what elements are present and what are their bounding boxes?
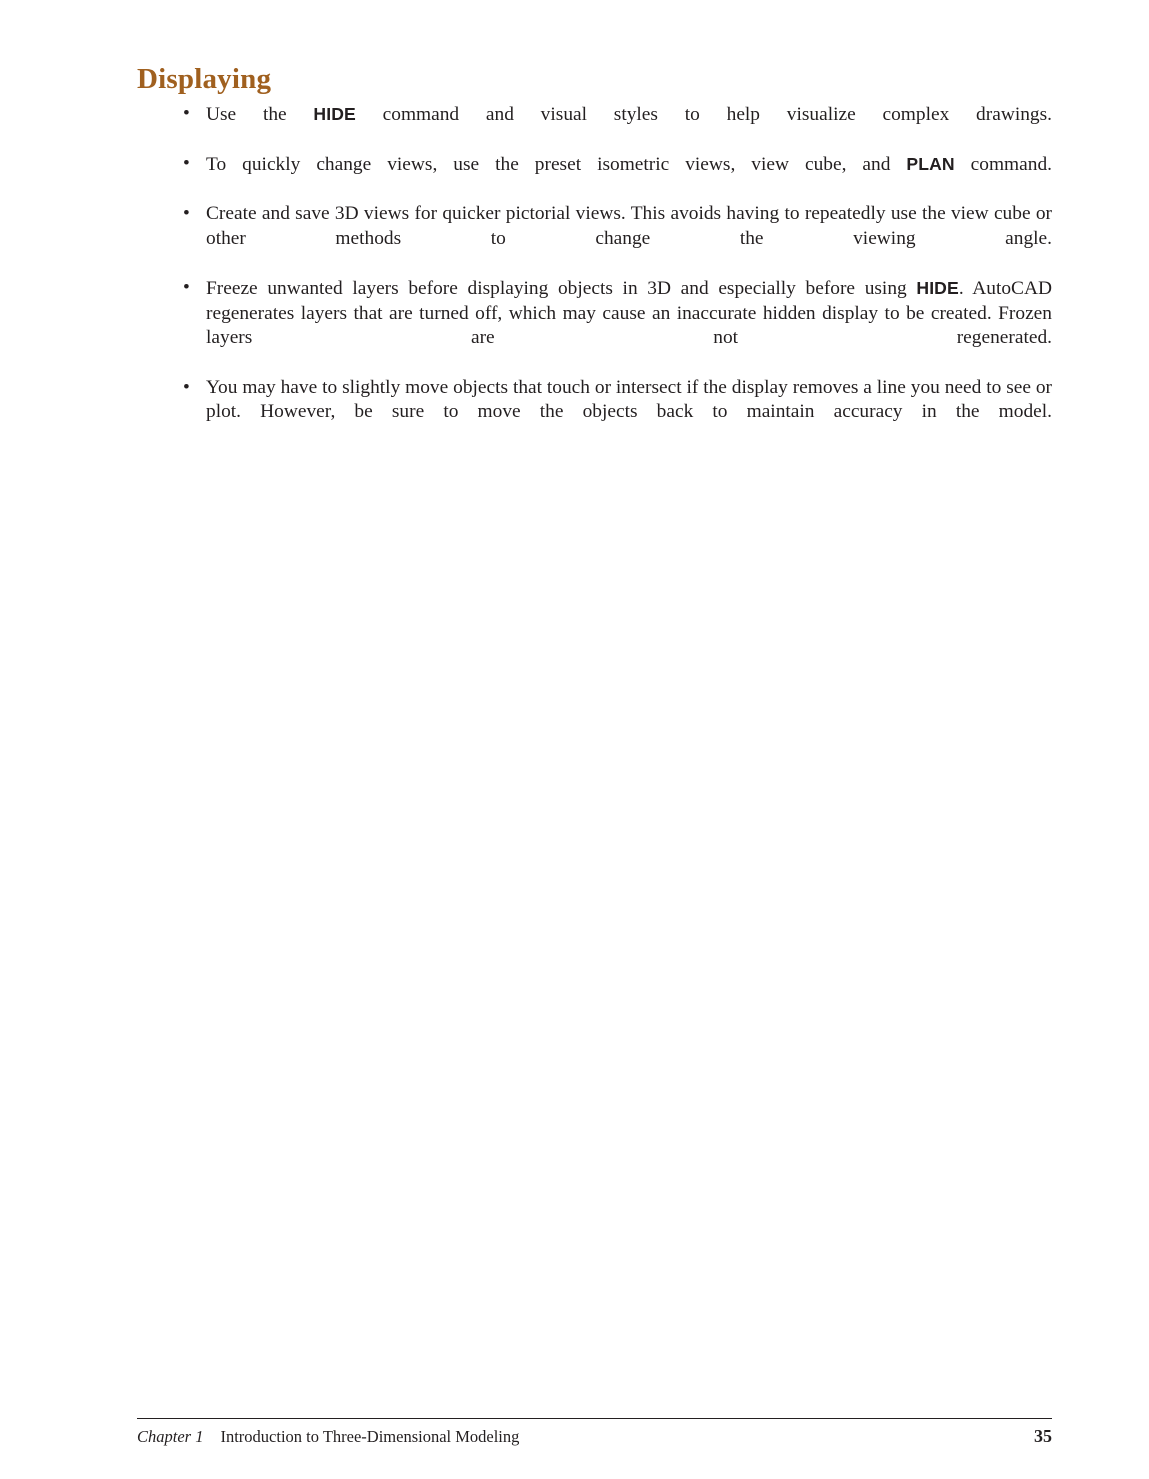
bullet-text [206, 102, 1052, 152]
bullet-item [137, 152, 1052, 202]
page-footer [137, 1418, 1052, 1447]
page-title: Displaying [137, 63, 272, 95]
bullet-text-run: To quickly change views, use the preset isometric views, view cube, and [206, 154, 907, 176]
bullet-text-run: You may have to slightly move objects that touch or intersect if the display removes a line you need to see or plot. However, be sure to move the objects back to maintain accuracy in the model. [206, 376, 1052, 423]
footer-divider [137, 1418, 1052, 1419]
bullet-text-run: Freeze unwanted layers before displaying objects in 3D and especially before using [206, 278, 917, 300]
bullet-marker-icon: • [183, 203, 190, 225]
bullet-text-run: . AutoCAD regenerates layers that are turned off, which may cause an inaccurate hidden display to be created. Frozen layers are not regenerated. [206, 278, 1052, 349]
bullet-item [137, 376, 1052, 450]
bullet-text-run: Create and save 3D views for quicker pictorial views. This avoids having to repeatedly use the view cube or other methods to change the viewing angle. [206, 203, 1052, 249]
bullet-text-run: Use the [206, 104, 314, 125]
bullet-marker-icon: • [183, 376, 190, 398]
footer-left-group [137, 1427, 519, 1447]
bullet-text [206, 276, 1052, 375]
footer-row [137, 1426, 1052, 1447]
bullet-marker-icon: • [183, 103, 190, 124]
footer-chapter-title: Introduction to Three-Dimensional Modeling [220, 1427, 520, 1446]
bullet-text [206, 376, 1052, 450]
bullet-text [206, 152, 1052, 202]
command-name: PLAN [906, 154, 955, 175]
bullet-list [137, 102, 1052, 449]
bullet-item [137, 202, 1052, 276]
command-name: HIDE [313, 104, 356, 124]
bullet-item [137, 276, 1052, 375]
page-number: 35 [1034, 1426, 1052, 1446]
bullet-item [137, 102, 1052, 152]
bullet-marker-icon: • [183, 153, 190, 175]
bullet-text [206, 202, 1052, 276]
footer-chapter-label: Chapter 1 [137, 1427, 204, 1446]
bullet-text-run: command and visual styles to help visualize complex drawings. [355, 104, 1052, 125]
bullet-text-run: command. [954, 154, 1052, 176]
bullet-marker-icon: • [183, 277, 190, 299]
page-content [137, 62, 1052, 449]
command-name: HIDE [916, 278, 959, 299]
